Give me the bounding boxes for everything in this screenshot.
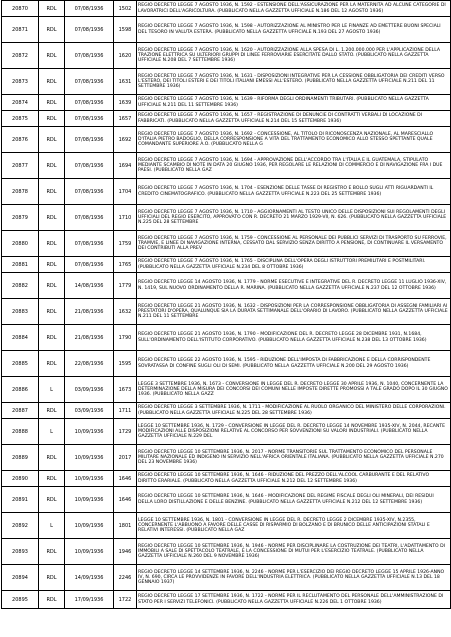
act-description-cell: REGIO DECRETO LEGGE 7 AGOSTO 1936, N. 1657 - REGISTRAZIONE DI DENUNCIE DI CONTRATTI VERBALI DI LOCAZIONE DI FABBRICATI. (PUBBLICATO NELLA GAZZETTA UFFICIALE N.214 DEL 15 SETTEMBRE 1936) <box>137 111 451 127</box>
act-date-cell: 07/08/1936 <box>65 231 114 257</box>
act-description-cell: REGIO DECRETO LEGGE 7 AGOSTO 1936, N. 1620 - AUTORIZZAZIONE ALLA SPESA DI L. 1.200.000.000 PER L'APPLICAZIONE DELLA TRAZIONE ELETTRICA SU ULTERIORI GRUPPI DI LINEE FERROVIARIE ESERCITATE DALLO STATO. (PUBBLICATO NELLA GAZZETTA UFFICIALE N.208 DEL 7 SETTEMBRE 1936) <box>137 43 451 69</box>
act-type-cell: RDL <box>39 231 65 257</box>
act-date-cell: 10/09/1936 <box>65 445 114 471</box>
act-description-cell: LEGGE 3 SETTEMBRE 1936, N. 1673 - CONVERSIONE IN LEGGE DEL R. DECRETO LEGGE 30 APRILE 1936, N. 1040, CONCERNENTE LA DETERMINAZIONE DELLA MISURA DEI CONCORSI DEI COMUNI NELLE IMPOSTE DIRETTE PROMOSSI A TALE GRADO DOPO IL 30 GIUGNO 1936. (PUBBLICATO NELLA GAZZ <box>137 377 451 403</box>
act-type-cell: RDL <box>39 111 65 127</box>
act-number-cell: 1704 <box>114 179 137 205</box>
record-id-cell: 20894 <box>2 565 39 591</box>
table-row <box>2 231 451 257</box>
table-row <box>2 95 451 111</box>
act-date-cell: 07/08/1936 <box>65 111 114 127</box>
act-date-cell: 10/09/1936 <box>65 513 114 539</box>
table-row <box>2 471 451 487</box>
act-type-cell: RDL <box>39 257 65 273</box>
act-number-cell: 1779 <box>114 273 137 299</box>
record-id-cell: 20883 <box>2 299 39 325</box>
act-date-cell: 07/08/1936 <box>65 17 114 43</box>
act-description-cell: REGIO DECRETO LEGGE 21 AGOSTO 1936, N. 1632 - DISPOSIZIONI PER LA CORRESPONSIONE OBBLIGATORIA DI ASSEGNI FAMILIARI AI PRESTATORI D'OPERA, QUALUNQUE SIA LA DURATA SETTIMANALE DELL'ORARIO DI LAVORO. (PUBBLICATO NELLA GAZZETTA UFFICIALE N.211 DEL 11 SETTEMBRE <box>137 299 451 325</box>
act-date-cell: 07/08/1936 <box>65 205 114 231</box>
act-date-cell: 22/08/1936 <box>65 351 114 377</box>
act-number-cell: 1631 <box>114 69 137 95</box>
act-date-cell: 21/08/1936 <box>65 325 114 351</box>
table-row <box>2 127 451 153</box>
act-description-cell: REGIO DECRETO LEGGE 21 AGOSTO 1936, N. 1790 - MODIFICAZIONE DEL R. DECRETO LEGGE 28 DICEMBRE 1931, N.1684, SULL'ORDINAMENTO DELL'ISTITUTO CORPORATIVO. (PUBBLICATO NELLA GAZZETTA UFFICIALE N.238 DEL 13 OTTOBRE 1936) <box>137 325 451 351</box>
act-description-cell: REGIO DECRETO LEGGE 7 AGOSTO 1936, N. 1710 - AGGIORNAMENTI AL TESTO UNICO DELLE DISPOSIZIONI SUI REGOLAMENTI DEGLI UFFICIALI DEL REGIO ESERCITO, APPROVATO CON R. DECRETO 21 MARZO 1929-VII, N. 626. (PUBBLICATO NELLA GAZZETTA UFFICIALE N.225 DEL 28 SETTEMBRE <box>137 205 451 231</box>
act-type-cell: RDL <box>39 43 65 69</box>
act-number-cell: 2246 <box>114 565 137 591</box>
decree-table-body <box>2 1 451 609</box>
act-number-cell: 1692 <box>114 127 137 153</box>
table-row <box>2 487 451 513</box>
table-row <box>2 351 451 377</box>
act-description-cell: REGIO DECRETO LEGGE 10 SETTEMBRE 1936, N. 1946 - NORME PER DISCIPLINARE LA COSTRUZIONE DEI TEATRI, L'ADATTAMENTO DI IMMOBILI A SALE DI SPETTACOLO TEATRALE, E LA CONCESSIONE DI MUTUI PER L'ESERCIZIO TEATRALE. (PUBBLICATO NELLA GAZZETTA UFFICIALE N.260 DEL 9 NOVEMBRE 1936) <box>137 539 451 565</box>
act-description-cell: REGIO DECRETO LEGGE 10 SETTEMBRE 1936, N. 1646 - MODIFICAZIONE DEL REGIME FISCALE DEGLI OLI MINERALI, DEI RESIDUI DELLA LORO DISTILLAZIONE E DELLE BENZINE. (PUBBLICATO NELLA GAZZETTA UFFICIALE N.212 DEL 12 SETTEMBRE 1936) <box>137 487 451 513</box>
act-date-cell: 17/09/1936 <box>65 591 114 609</box>
act-number-cell: 1711 <box>114 403 137 419</box>
act-date-cell: 07/08/1936 <box>65 127 114 153</box>
act-type-cell: RDL <box>39 471 65 487</box>
record-id-cell: 20885 <box>2 351 39 377</box>
table-row <box>2 403 451 419</box>
table-row <box>2 179 451 205</box>
record-id-cell: 20872 <box>2 43 39 69</box>
act-description-cell: REGIO DECRETO LEGGE 7 AGOSTO 1936, N. 1639 - RIFORMA DEGLI ORDINAMENTI TRIBUTARI. (PUBBLICATO NELLA GAZZETTA UFFICIALE N.211 DEL 11 SETTEMBRE 1936) <box>137 95 451 111</box>
act-description-cell: REGIO DECRETO LEGGE 7 AGOSTO 1936, N. 1694 - APPROVAZIONE DELL'ACCORDO TRA L'ITALIA E IL GUATEMALA, STIPULATO MEDIANTE SCAMBIO DI NOTE IN DATA 20 GIUGNO 1936, PER REGOLARE LE RELAZIONI DI COMMERCIO E DI NAVIGAZIONE FRA I DUE PAESI. (PUBBLICATO NELLA GAZ <box>137 153 451 179</box>
act-number-cell: 1657 <box>114 111 137 127</box>
act-type-cell: RDL <box>39 127 65 153</box>
act-type-cell: RDL <box>39 445 65 471</box>
act-type-cell: RDL <box>39 299 65 325</box>
act-description-cell: REGIO DECRETO LEGGE 7 AGOSTO 1936, N. 1592 - ESTENSIONE DELL'ASSICURAZIONE PER LA MATERNITA AD ALCUNE CATEGORIE DI LAVORATRICI DELL'AGRICOLTURA. (PUBBLICATO NELLA GAZZETTA UFFICIALE N.186 DEL 12 AGOSTO 1936) <box>137 1 451 17</box>
act-date-cell: 14/08/1936 <box>65 273 114 299</box>
act-number-cell: 1710 <box>114 205 137 231</box>
act-number-cell: 1790 <box>114 325 137 351</box>
table-row <box>2 17 451 43</box>
record-id-cell: 20875 <box>2 111 39 127</box>
record-id-cell: 20879 <box>2 205 39 231</box>
act-date-cell: 10/09/1936 <box>65 487 114 513</box>
act-number-cell: 1639 <box>114 95 137 111</box>
record-id-cell: 20884 <box>2 325 39 351</box>
record-id-cell: 20889 <box>2 445 39 471</box>
act-date-cell: 10/09/1936 <box>65 471 114 487</box>
act-type-cell: RDL <box>39 273 65 299</box>
act-description-cell: REGIO DECRETO LEGGE 7 AGOSTO 1936, N. 1704 - ESENZIONE DELLE TASSE DI REGISTRO E BOLLO SUGLI ATTI RIGUARDANTI IL CREDITO CINEMATOGRAFICO. (PUBBLICATO NELLA GAZZETTA UFFICIALE N.223 DEL 25 SETTEMBRE 1936) <box>137 179 451 205</box>
table-row <box>2 257 451 273</box>
act-type-cell: RDL <box>39 351 65 377</box>
act-type-cell: RDL <box>39 403 65 419</box>
act-date-cell: 07/08/1936 <box>65 1 114 17</box>
act-type-cell: RDL <box>39 153 65 179</box>
act-type-cell: RDL <box>39 179 65 205</box>
act-date-cell: 07/08/1936 <box>65 153 114 179</box>
record-id-cell: 20874 <box>2 95 39 111</box>
act-date-cell: 07/08/1936 <box>65 257 114 273</box>
table-row <box>2 377 451 403</box>
record-id-cell: 20881 <box>2 257 39 273</box>
act-number-cell: 1595 <box>114 351 137 377</box>
table-row <box>2 273 451 299</box>
act-number-cell: 1646 <box>114 471 137 487</box>
act-date-cell: 07/08/1936 <box>65 179 114 205</box>
act-description-cell: LEGGE 10 SETTEMBRE 1936, N. 1801 - CONVERSIONE IN LEGGE DEL R. DECRETO LEGGE 2 DICEMBRE 1935-XIV, N.2355, CONCERNENTE L'ABBUONO A FAVORE DELLE CASSE DI RISPARMIO DI BOLZANO E DI BRUNICO DELLE ANTICIPAZIONI STATALI E RELATIVI INTERESSI. (PUBBLICATO NELLA GAZ <box>137 513 451 539</box>
act-description-cell: LEGGE 10 SETTEMBRE 1936, N. 1729 - CONVERSIONE IN LEGGE DEL R. DECRETO LEGGE 14 NOVEMBRE 1935-XIV, N. 2044, RECANTE MODIFICAZIONI ALLE DISPOSIZIONI RELATIVE AL CONCORSO PER SOVVENZIONI SU VALORI INDUSTRIALI. (PUBBLICATO NELLA GAZZETTA UFFICIALE N.229 DEL <box>137 419 451 445</box>
act-number-cell: 1765 <box>114 257 137 273</box>
act-type-cell: RDL <box>39 17 65 43</box>
table-row <box>2 205 451 231</box>
act-type-cell: RDL <box>39 539 65 565</box>
decree-table <box>1 0 451 609</box>
record-id-cell: 20887 <box>2 403 39 419</box>
act-description-cell: REGIO DECRETO LEGGE 7 AGOSTO 1936, N. 1692 - CONCESSIONE, AL TITOLO DI RICONOSCENZA NAZIONALE, AL MARESCIALLO D'ITALIA PIETRO BADOGLIO, DELLA CORRESPONSIONE A VITA DEL TRATTAMENTO ECONOMICO ALLO STESSO SPETTANTE QUALE COMANDANTE SUPERIORE A.O. (PUBBLICATO NELLA G <box>137 127 451 153</box>
act-description-cell: REGIO DECRETO LEGGE 7 AGOSTO 1936, N. 1631 - DISPOSIZIONI INTEGRATIVE PER LA CESSIONE OBBLIGATORIA DEI CREDITI VERSO L'ESTERO, DEI TITOLI ESTERI E DEI TITOLI ITALIANI EMESSI ALL'ESTERO. (PUBBLICATO NELLA GAZZETTA UFFICIALE N.211 DEL 11 SETTEMBRE 1936) <box>137 69 451 95</box>
table-row <box>2 299 451 325</box>
act-number-cell: 1598 <box>114 17 137 43</box>
table-row <box>2 69 451 95</box>
act-type-cell: RDL <box>39 95 65 111</box>
act-number-cell: 1729 <box>114 419 137 445</box>
act-date-cell: 10/09/1936 <box>65 539 114 565</box>
record-id-cell: 20890 <box>2 471 39 487</box>
act-type-cell: RDL <box>39 69 65 95</box>
act-date-cell: 03/09/1936 <box>65 377 114 403</box>
record-id-cell: 20871 <box>2 17 39 43</box>
act-type-cell: RDL <box>39 205 65 231</box>
record-id-cell: 20880 <box>2 231 39 257</box>
act-description-cell: REGIO DECRETO LEGGE 10 SETTEMBRE 1936, N. 2017 - NORME TRANSITORIE SUL TRATTAMENTO ECONOMICO DEL PERSONALE MILITARE NAZIONALE ED INDIGENO IN SERVIZIO NELL'AFRICA ORIENTALE ITALIANA. (PUBBLICATO NELLA GAZZETTA UFFICIALE N.270 DEL 23 NOVEMBRE 1936) <box>137 445 451 471</box>
act-description-cell: REGIO DECRETO LEGGE 17 SETTEMBRE 1936, N. 1722 - NORME PER IL RECLUTAMENTO DEL PERSONALE DELL'AMMINISTRAZIONE DI STATO PER I SERVIZI TELEFONICI. (PUBBLICATO NELLA GAZZETTA UFFICIALE N.226 DEL 1 OTTOBRE 1936) <box>137 591 451 609</box>
act-description-cell: REGIO DECRETO LEGGE 7 AGOSTO 1936, N. 1759 - CONCESSIONE AL PERSONALE DEI PUBBLICI SERVIZI DI TRASPORTO SU FERROVIE, TRAMVIE, E LINEE DI NAVIGAZIONE INTERNA, CESSATO DAL SERVIZIO SENZA DIRITTO A PENSIONE, DI CONTINUARE IL VERSAMENTO DEI CONTRIBUTI ALLA PREV <box>137 231 451 257</box>
record-id-cell: 20895 <box>2 591 39 609</box>
record-id-cell: 20877 <box>2 153 39 179</box>
record-id-cell: 20893 <box>2 539 39 565</box>
act-number-cell: 1646 <box>114 487 137 513</box>
table-row <box>2 445 451 471</box>
table-row <box>2 111 451 127</box>
record-id-cell: 20891 <box>2 487 39 513</box>
record-id-cell: 20870 <box>2 1 39 17</box>
act-type-cell: RDL <box>39 565 65 591</box>
act-date-cell: 07/08/1936 <box>65 95 114 111</box>
act-date-cell: 10/09/1936 <box>65 419 114 445</box>
act-type-cell: L <box>39 513 65 539</box>
act-description-cell: REGIO DECRETO LEGGE 22 AGOSTO 1936, N. 1595 - RIDUZIONE DELL'IMPOSTA DI FABBRICAZIONE E DELLA CORRISPONDENTE SOVRATASSA DI CONFINE SUGLI OLI DI SEMI. (PUBBLICATO NELLA GAZZETTA UFFICIALE N.200 DEL 29 AGOSTO 1936) <box>137 351 451 377</box>
act-number-cell: 1946 <box>114 539 137 565</box>
act-description-cell: REGIO DECRETO LEGGE 14 SETTEMBRE 1936, N. 2246 - NORME PER L'ESERCIZIO DEI REGIO DECRETO LEGGE 15 APRILE 1926-ANNO IV, N. 690, CIRCA LE PROVVIDENZE IN FAVORE DELL'INDUSTRIA ELETTRICA. (PUBBLICATO NELLA GAZZETTA UFFICIALE N.13 DEL 18 GENNAIO 1937) <box>137 565 451 591</box>
act-date-cell: 21/08/1936 <box>65 299 114 325</box>
table-row <box>2 565 451 591</box>
act-date-cell: 07/08/1936 <box>65 43 114 69</box>
act-description-cell: REGIO DECRETO LEGGE 7 AGOSTO 1936, N. 1765 - DISCIPLINA DELL'OPERA DEGLI ISTRUTTORI PREMILITARI E POSTMILITARI. (PUBBLICATO NELLA GAZZETTA UFFICIALE N.234 DEL 8 OTTOBRE 1936) <box>137 257 451 273</box>
act-number-cell: 1673 <box>114 377 137 403</box>
table-row <box>2 539 451 565</box>
act-type-cell: RDL <box>39 1 65 17</box>
act-number-cell: 1620 <box>114 43 137 69</box>
act-type-cell: RDL <box>39 591 65 609</box>
act-number-cell: 1759 <box>114 231 137 257</box>
act-description-cell: REGIO DECRETO LEGGE 3 SETTEMBRE 1936, N. 1711 - MODIFICAZIONE AL RUOLO ORGANICO DEL MINISTERO DELLE CORPORAZIONI. (PUBBLICATO NELLA GAZZETTA UFFICIALE N.225 DEL 28 SETTEMBRE 1936) <box>137 403 451 419</box>
record-id-cell: 20886 <box>2 377 39 403</box>
act-date-cell: 03/09/1936 <box>65 403 114 419</box>
table-row <box>2 591 451 609</box>
act-number-cell: 1502 <box>114 1 137 17</box>
act-type-cell: RDL <box>39 325 65 351</box>
table-row <box>2 1 451 17</box>
record-id-cell: 20878 <box>2 179 39 205</box>
table-row <box>2 153 451 179</box>
act-type-cell: L <box>39 377 65 403</box>
record-id-cell: 20892 <box>2 513 39 539</box>
act-number-cell: 2017 <box>114 445 137 471</box>
table-row <box>2 43 451 69</box>
act-number-cell: 1801 <box>114 513 137 539</box>
record-id-cell: 20882 <box>2 273 39 299</box>
record-id-cell: 20888 <box>2 419 39 445</box>
table-row <box>2 325 451 351</box>
act-description-cell: REGIO DECRETO LEGGE 10 SETTEMBRE 1936, N. 1646 - RIDUZIONE DEL PREZZO DELL'ALCOOL CARBURANTE E DEL RELATIVO DIRITTO ERARIALE. (PUBBLICATO NELLA GAZZETTA UFFICIALE N.212 DEL 12 SETTEMBRE 1936) <box>137 471 451 487</box>
record-id-cell: 20876 <box>2 127 39 153</box>
act-number-cell: 1722 <box>114 591 137 609</box>
act-type-cell: L <box>39 419 65 445</box>
act-number-cell: 1694 <box>114 153 137 179</box>
table-row <box>2 513 451 539</box>
table-row <box>2 419 451 445</box>
act-description-cell: REGIO DECRETO LEGGE 7 AGOSTO 1936, N. 1598 - AUTORIZZAZIONE AL MINISTRO PER LE FINANZE AD EMETTERE BUONI SPECIALI DEL TESORO IN VALUTA ESTERA. (PUBBLICATO NELLA GAZZETTA UFFICIALE N.193 DEL 27 AGOSTO 1936) <box>137 17 451 43</box>
act-number-cell: 1632 <box>114 299 137 325</box>
act-type-cell: RDL <box>39 487 65 513</box>
act-date-cell: 07/08/1936 <box>65 69 114 95</box>
record-id-cell: 20873 <box>2 69 39 95</box>
act-date-cell: 14/09/1936 <box>65 565 114 591</box>
act-description-cell: REGIO DECRETO LEGGE 14 AGOSTO 1936, N. 1779 - NORME ESECUTIVE E INTEGRATIVE DEL R. DECRETO LEGGE 11 LUGLIO 1936-XIV, N. 1419, SUL NUOVO ORDINAMENTO DELLA R. MARINA. (PUBBLICATO NELLA GAZZETTA UFFICIALE N.237 DEL 12 OTTOBRE 1936) <box>137 273 451 299</box>
